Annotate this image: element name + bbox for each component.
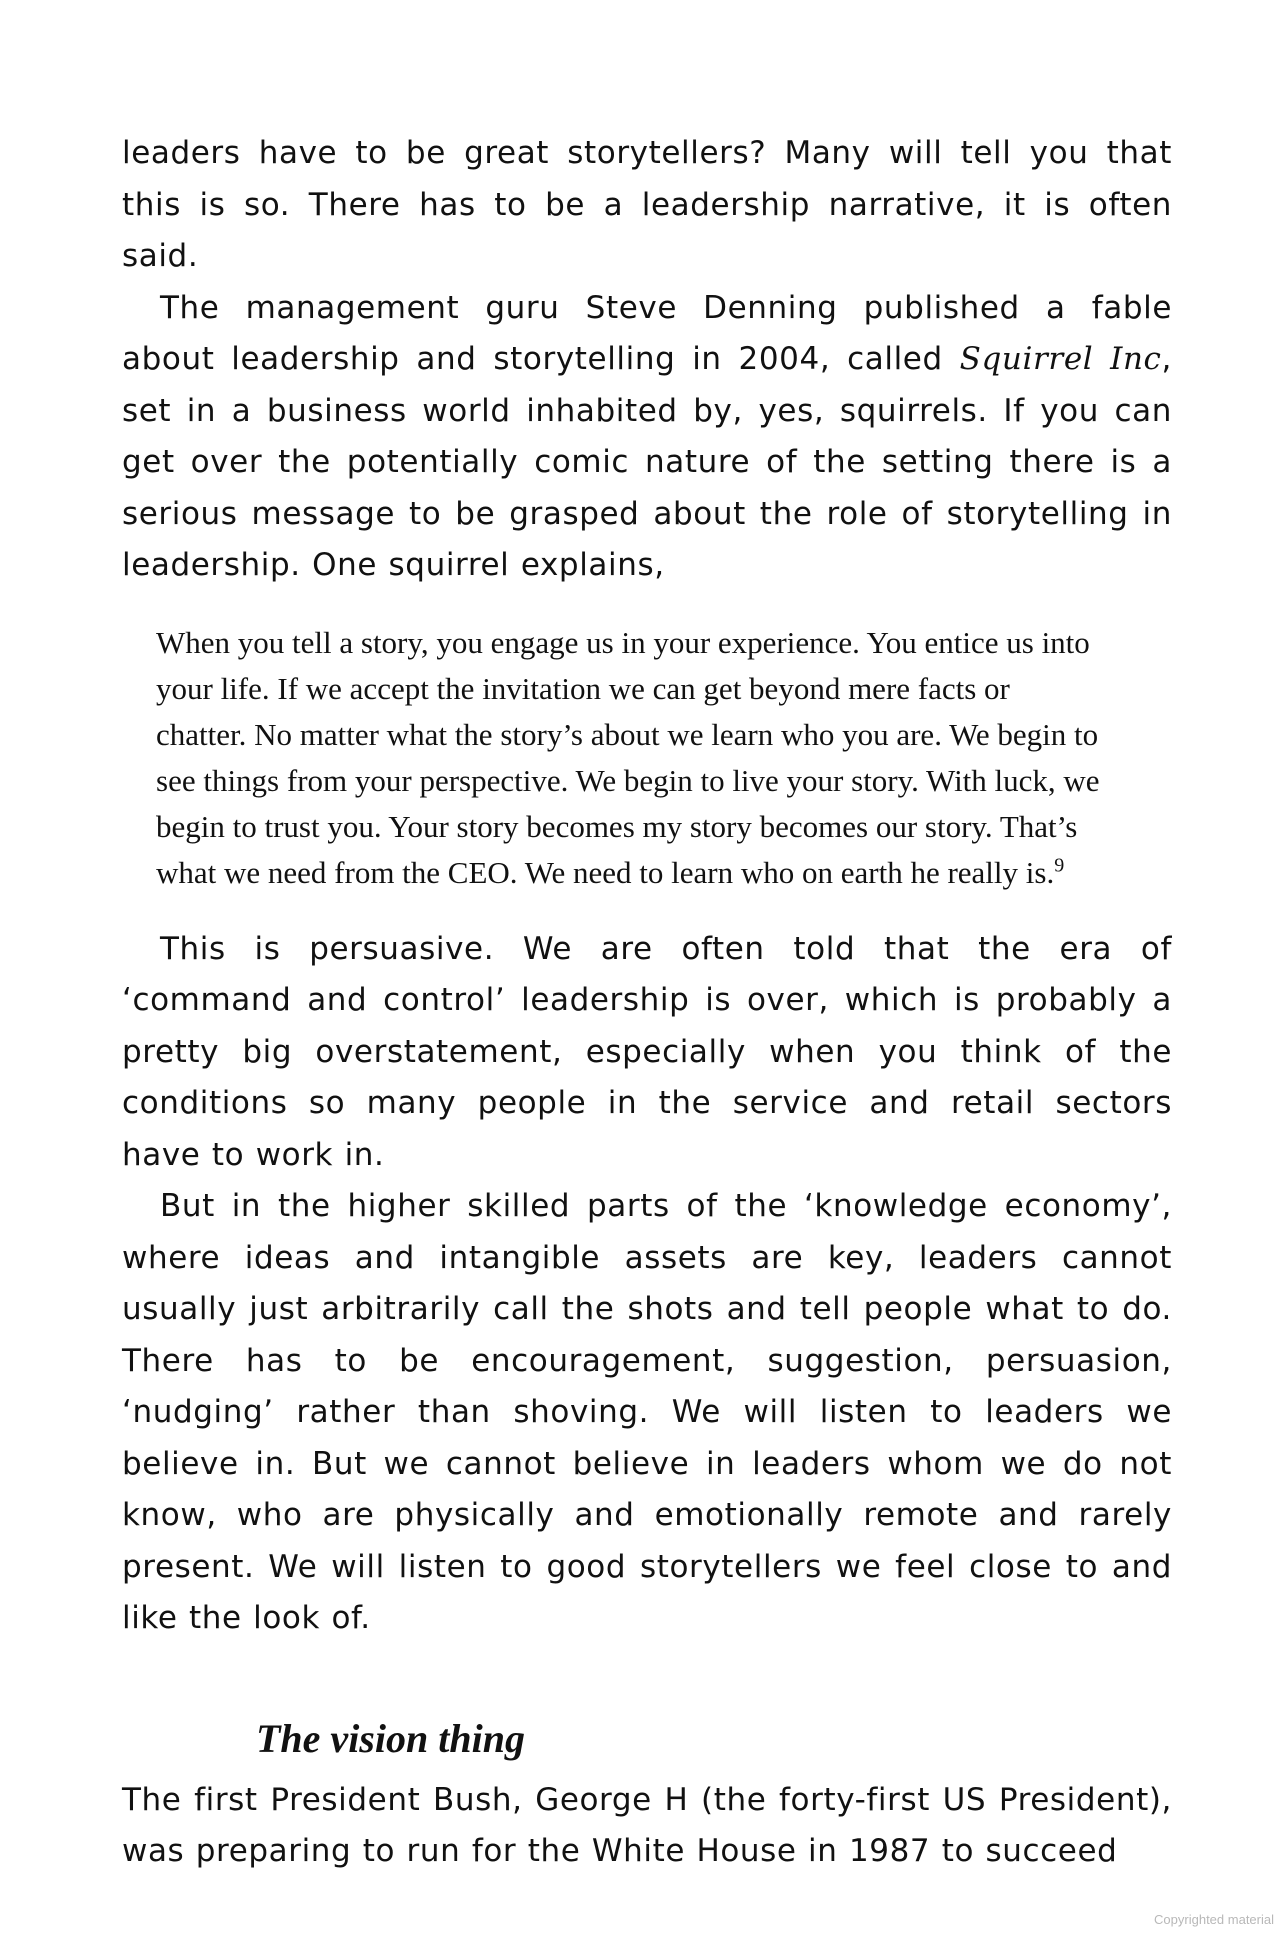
paragraph-2-text-a: The management guru Steve Denning published a fable about leadership and storytelling in 2004, called — [122, 289, 1172, 377]
footnote-marker: 9 — [1054, 854, 1065, 877]
book-title-squirrel-inc: Squirrel Inc — [959, 341, 1162, 377]
paragraph-4: But in the higher skilled parts of the ‘knowledge economy’, where ideas and intangible assets are key, leaders cannot usually just arbitrarily call the shots and tell people what to do. There has to be encouragement, suggestion, persuasion, ‘nudging’ rather than shoving. We will listen to leaders we believe in. But we cannot believe in leaders whom we do not know, who are physically and emotionally remote and rarely present. We will listen to good storytellers we feel close to and like the look of. — [122, 1188, 1172, 1636]
copyright-watermark: Copyrighted material — [1154, 1912, 1274, 1927]
block-quote-text — [156, 620, 1104, 896]
paragraph-1: leaders have to be great storytellers? Many will tell you that this is so. There has to be a leadership narrative, it is often said. — [122, 135, 1172, 274]
block-quote — [156, 620, 1104, 896]
paragraph-2 — [122, 283, 1172, 592]
section-heading: The vision thing — [256, 1715, 525, 1761]
paragraph-3: This is persuasive. We are often told that the era of ‘command and control’ leadership is over, which is probably a pretty big overstatement, especially when you think of the conditions so many people in the service and retail sectors have to work in. — [122, 930, 1172, 1173]
paragraph-2-text-b: , set in a business world inhabited by, yes, squirrels. If you can get over the potentially comic nature of the setting there is a serious message to be grasped about the role of storytelling in leadership. One squirrel explains, — [122, 341, 1172, 583]
paragraph-5: The first President Bush, George H (the forty-first US President), was preparing to run for the White House in 1987 to succeed — [122, 1781, 1172, 1869]
page-content — [122, 128, 1172, 1878]
quote-body: When you tell a story, you engage us in your experience. You entice us into your life. If we accept the invitation we can get beyond mere facts or chatter. No matter what the story’s about we learn who you are. We begin to see things from your perspective. We begin to live your story. With luck, we begin to trust you. Your story becomes my story becomes our story. That’s what we need from the CEO. We need to learn who on earth he really is. — [156, 624, 1100, 890]
